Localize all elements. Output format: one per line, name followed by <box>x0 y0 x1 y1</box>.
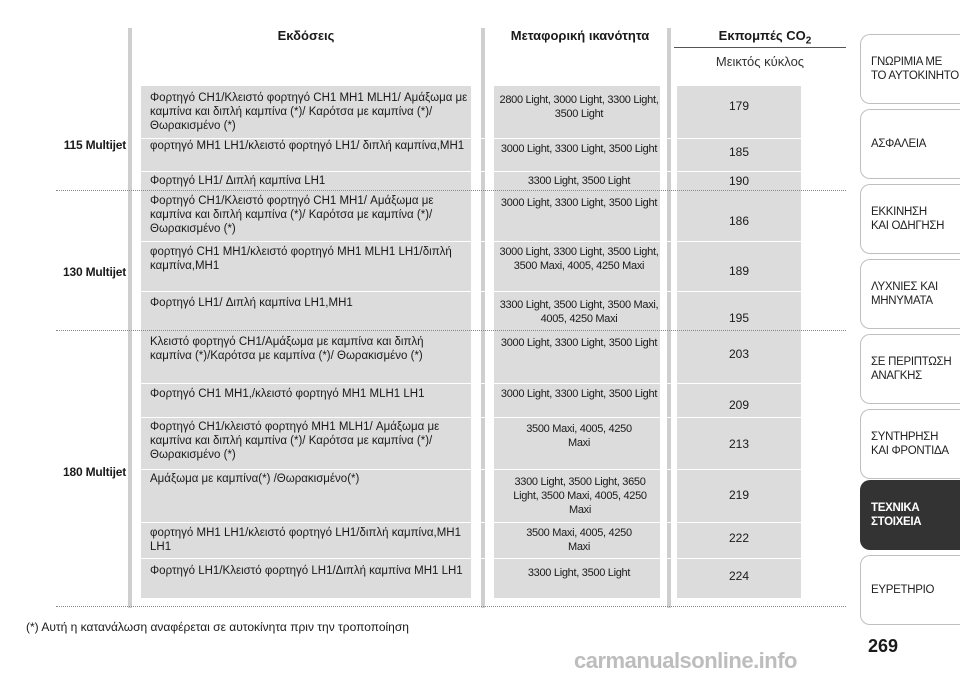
header-load-capacity: Μεταφορική ικανότητα <box>510 28 650 43</box>
column-divider-right <box>667 28 671 608</box>
row-load: 3000 Light, 3300 Light, 3500 Light <box>500 388 658 400</box>
row-desc: φορτηγό MH1 LH1/κλειστό φορτηγό LH1/ διπλή καμπίνα,MH1 <box>150 140 465 152</box>
column-divider-mid <box>481 28 485 608</box>
header-underline <box>674 47 846 48</box>
header-emissions-sub: 2 <box>805 35 812 47</box>
tab-starting-driving[interactable] <box>860 184 960 254</box>
footnote: (*) Αυτή η κατανάλωση αναφέρεται σε αυτοκίνητα πριν την τροποποίηση <box>26 620 409 634</box>
tab-label: ΑΣΦΑΛΕΙΑ <box>871 138 927 150</box>
row-load: 3300 Light, 3500 Light <box>527 175 631 187</box>
row-co2: 219 <box>728 488 750 502</box>
tab-maintenance[interactable] <box>860 409 960 479</box>
row-desc: Φορτηγό CH1/κλειστό φορτηγό MH1 MLH1/ Αμάξωμα με καμπίνα και διπλή καμπίνα (*)/ Καρότσα με καμπίνα (*)/Θωρακισμένο (*) <box>150 421 440 461</box>
row-separator <box>141 291 801 292</box>
row-separator <box>141 558 801 559</box>
group-separator-2 <box>56 330 846 331</box>
row-load: 3000 Light, 3300 Light, 3500 Light <box>500 337 658 349</box>
row-co2: 203 <box>728 347 750 361</box>
tab-label: ΓΝΩΡΙΜΙΑ ΜΕ ΤΟ ΑΥΤΟΚΙΝΗΤΟ <box>871 56 959 82</box>
group-separator-3 <box>56 606 846 607</box>
header-versions: Εκδόσεις <box>277 28 335 43</box>
row-co2: 190 <box>728 174 750 188</box>
row-desc: Φορτηγό LH1/Κλειστό φορτηγό LH1/Διπλή καμπίνα MH1 LH1 <box>150 565 463 577</box>
row-co2: 189 <box>728 264 750 278</box>
row-co2: 222 <box>728 531 750 545</box>
row-load: 3300 Light, 3500 Light, 3500 Maxi, 4005, 4250 Maxi <box>499 299 659 325</box>
tab-getting-to-know[interactable] <box>860 34 960 104</box>
watermark: carmanualsonline.info <box>574 648 797 673</box>
row-load: 3300 Light, 3500 Light, 3650 Light, 3500 Maxi, 4005, 4250 Maxi <box>513 476 647 516</box>
tab-label: ΛΥΧΝΙΕΣ ΚΑΙ ΜΗΝΥΜΑΤΑ <box>871 281 938 307</box>
row-load: 3000 Light, 3300 Light, 3500 Light, 3500 Maxi, 4005, 4250 Maxi <box>499 246 659 272</box>
row-desc: φορτηγό MH1 LH1/κλειστό φορτηγό LH1/διπλή καμπίνα,MH1 LH1 <box>150 527 461 553</box>
row-separator <box>141 383 801 384</box>
row-separator <box>141 417 801 418</box>
row-desc: Φορτηγό LH1/ Διπλή καμπίνα LH1,MH1 <box>150 297 353 309</box>
row-load: 3000 Light, 3300 Light, 3500 Light <box>500 197 658 209</box>
header-emissions <box>690 28 840 47</box>
tab-label: ΣΥΝΤΗΡΗΣΗ ΚΑΙ ΦΡΟΝΤΙΔΑ <box>871 431 949 457</box>
row-desc: Φορτηγό CH1/Κλειστό φορτηγό CH1 MH1 MLH1/ Αμάξωμα με καμπίνα και διπλή καμπίνα (*)/ Καρότσα με καμπίνα (*)/Θωρακισμένο (*) <box>150 92 468 132</box>
row-load: 2800 Light, 3000 Light, 3300 Light, 3500 Light <box>499 94 659 120</box>
tab-label: ΤΕΧΝΙΚΑ ΣΤΟΙΧΕΙΑ <box>871 502 922 528</box>
row-desc: φορτηγό CH1 MH1/κλειστό φορτηγό MH1 MLH1 LH1/διπλή καμπίνα,MH1 <box>150 246 452 272</box>
tab-technical-data[interactable] <box>860 480 960 550</box>
tab-label: ΕΥΡΕΤΗΡΙΟ <box>871 584 935 596</box>
row-load: 3000 Light, 3300 Light, 3500 Light <box>500 143 658 155</box>
row-co2: 224 <box>728 569 750 583</box>
row-desc: Φορτηγό CH1 MH1,/κλειστό φορτηγό MH1 MLH1 LH1 <box>150 388 425 400</box>
tab-label: ΕΚΚΙΝΗΣΗ ΚΑΙ ΟΔΗΓΗΣΗ <box>871 206 945 232</box>
row-co2: 186 <box>728 214 750 228</box>
row-co2: 209 <box>728 398 750 412</box>
engine-label-115: 115 Multijet <box>63 138 126 152</box>
engine-label-180: 180 Multijet <box>63 465 126 479</box>
row-separator <box>141 241 801 242</box>
group-separator-1 <box>56 190 846 191</box>
row-desc: Φορτηγό CH1/Κλειστό φορτηγό CH1 MH1/ Αμάξωμα με καμπίνα και διπλή καμπίνα (*)/ Καρότσα με καμπίνα (*)/Θωρακισμένο (*) <box>150 195 434 235</box>
row-separator <box>141 522 801 523</box>
tab-lights-messages[interactable] <box>860 259 960 329</box>
tab-label: ΣΕ ΠΕΡΙΠΤΩΣΗ ΑΝΑΓΚΗΣ <box>871 356 952 382</box>
tab-safety[interactable] <box>860 109 960 179</box>
tab-index[interactable] <box>860 555 960 625</box>
row-co2: 213 <box>728 437 750 451</box>
header-emissions-label: Εκπομπές CO <box>718 28 806 43</box>
row-co2: 195 <box>728 311 750 325</box>
row-load: 3500 Maxi, 4005, 4250 Maxi <box>526 527 632 553</box>
row-load: 3300 Light, 3500 Light <box>527 567 631 579</box>
row-separator <box>141 171 801 172</box>
engine-label-130: 130 Multijet <box>63 265 126 279</box>
row-desc: Φορτηγό LH1/ Διπλή καμπίνα LH1 <box>150 175 326 187</box>
row-desc: Αμάξωμα με καμπίνα(*) /Θωρακισμένο(*) <box>150 473 360 485</box>
row-desc: Κλειστό φορτηγό CH1/Αμάξωμα με καμπίνα και διπλή καμπίνα (*)/Καρότσα με καμπίνα (*)/ Θωρακισμένο (*) <box>150 336 424 362</box>
row-co2: 179 <box>728 99 750 113</box>
header-mixed-cycle: Μεικτός κύκλος <box>715 54 805 69</box>
row-separator <box>141 469 801 470</box>
tab-emergency[interactable] <box>860 334 960 404</box>
column-divider-left <box>128 28 132 608</box>
row-co2: 185 <box>728 145 750 159</box>
row-load: 3500 Maxi, 4005, 4250 Maxi <box>526 423 632 449</box>
page-number: 269 <box>868 636 899 656</box>
